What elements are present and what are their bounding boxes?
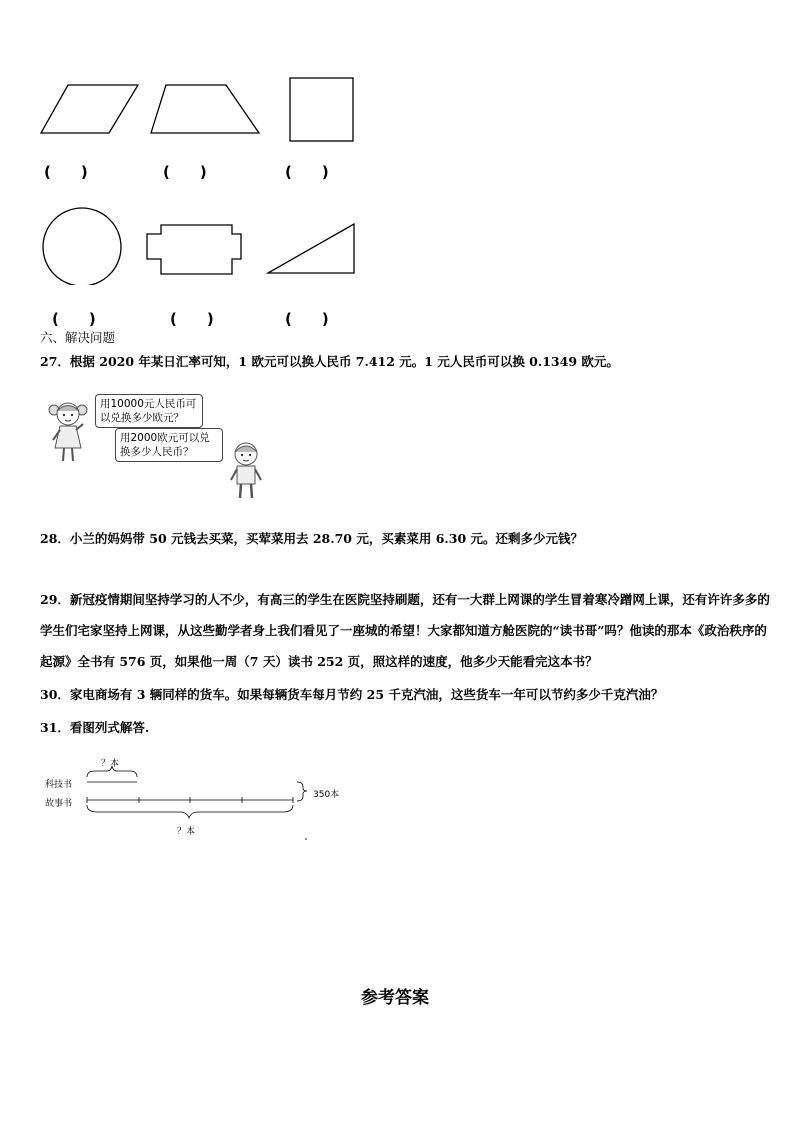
section-title: 六、解决问题 [40, 330, 116, 345]
blank-notched-rectangle[interactable]: ( ) [170, 310, 214, 328]
girl-speech-bubble [95, 394, 203, 428]
parallelogram-shape [41, 85, 138, 133]
answers-title: 参考答案 [361, 988, 429, 1008]
shapes-row-2 [38, 205, 358, 285]
square-shape [290, 78, 353, 141]
question-27: 27．根据 2020 年某日汇率可知，1 欧元可以换人民币 7.412 元。1 元人民币可以换 0.1349 欧元。 [40, 354, 619, 369]
notched-rectangle-shape [147, 225, 241, 274]
blank-parallelogram[interactable]: ( ) [44, 163, 88, 181]
question-28: 28．小兰的妈妈带 50 元钱去买菜，买荤菜用去 28.70 元，买素菜用 6.30 元。还剩多少元钱？ [40, 531, 583, 546]
blank-circle[interactable]: ( ) [52, 310, 96, 328]
question-30: 30．家电商场有 3 辆同样的货车。如果每辆货车每月节约 25 千克汽油，这些货车一年可以节约多少千克汽油？ [40, 687, 664, 702]
girl-bubble-line-1: 用10000元人民币可 [100, 398, 197, 410]
diagram-story-label: 故事书 [45, 799, 73, 809]
diagram-top-label: ？本 [101, 759, 120, 769]
right-triangle-shape [268, 224, 354, 273]
circle-shape [43, 208, 121, 285]
right-brace [297, 782, 307, 801]
diagram-bottom-label: ？本 [177, 827, 196, 837]
blank-square[interactable]: ( ) [285, 163, 329, 181]
question-29: 29．新冠疫情期间坚持学习的人不少，有高三的学生在医院坚持刷题，还有一大群上网课的学生冒着寒冷蹭网上课，还有许许多多的学生们宅家坚持上网课，从这些勤学者身上我们看见了一座城的希望！大家都知道方舱医院的“读书哥”吗？他读的那本《政治秩序的起源》全书有 576 页，如果他一周（7 天）读书 252 页，照这样的速度，他多少天能看完这本书？ [40, 592, 770, 669]
trapezoid-shape [151, 85, 259, 133]
shapes-row-1 [38, 75, 358, 147]
diagram-total-label: 350本 [313, 790, 340, 800]
question-31: 31．看图列式解答. [40, 720, 150, 735]
boy-speech-bubble [115, 428, 223, 462]
boy-bubble-line-2: 换多少人民币？ [120, 446, 194, 458]
blank-triangle[interactable]: ( ) [285, 310, 329, 328]
line-segment-diagram [85, 765, 315, 845]
bottom-brace [87, 805, 293, 818]
girl-illustration [44, 398, 94, 466]
boy-illustration [226, 440, 266, 502]
boy-bubble-line-1: 用2000欧元可以兑 [120, 432, 210, 444]
blank-trapezoid[interactable]: ( ) [163, 163, 207, 181]
diagram-science-label: 科技书 [45, 780, 73, 790]
girl-bubble-line-2: 以兑换多少欧元？ [100, 412, 184, 424]
